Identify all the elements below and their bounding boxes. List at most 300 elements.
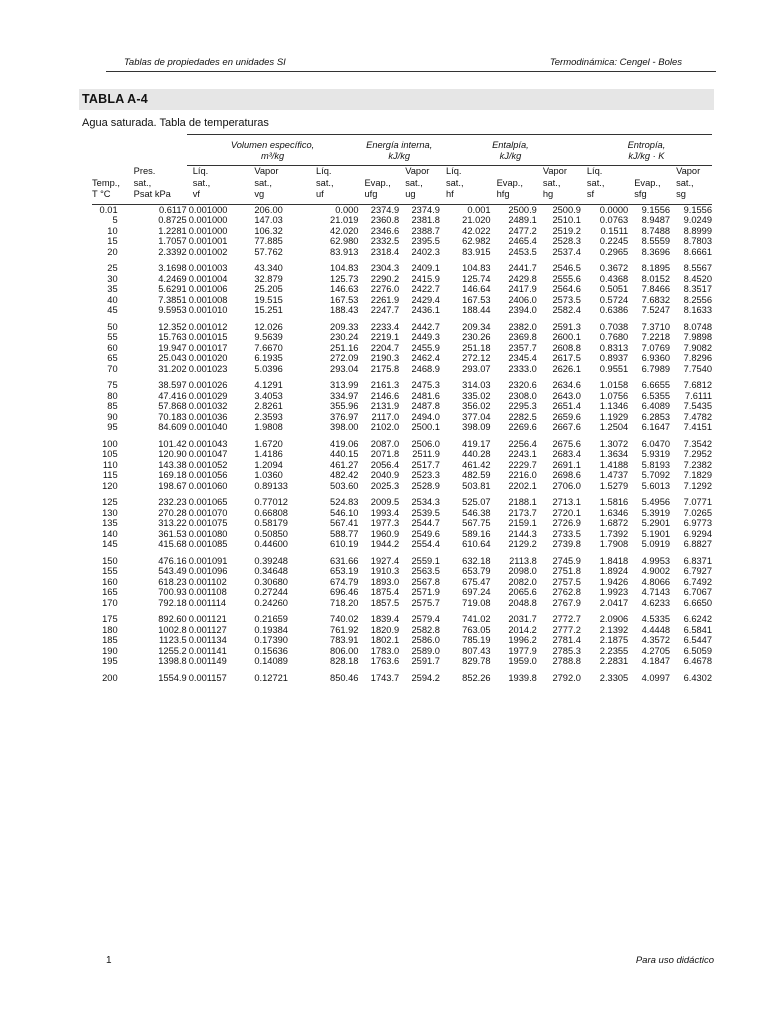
table-cell: 2591.3 [552,321,581,332]
group-title-row [92,135,712,152]
table-cell: 251.18 [462,342,491,353]
column-header-cell: sat., [445,177,464,188]
table-cell: 7.6670 [254,342,283,353]
table-cell: 761.92 [330,624,359,635]
table-cell: 0.001003 [188,263,228,273]
table-cell: 0.001121 [188,614,227,624]
table-cell: 0.001023 [188,363,228,374]
table-cell: 32.879 [254,273,283,284]
table-row [92,481,712,492]
table-cell: 2082.0 [508,576,537,587]
table-cell: 2659.6 [552,411,581,422]
table-cell: 6.7492 [683,576,712,587]
group-title-entropy: Entropía, [581,135,712,152]
table-cell: 6.8827 [683,539,712,549]
table-cell: 155 [102,566,118,576]
table-cell: 0.9551 [599,363,629,374]
column-header-cell: ug [399,189,440,204]
table-cell: 2117.0 [371,411,400,422]
table-cell: 1977.9 [508,645,537,656]
table-cell: 2429.4 [411,294,440,305]
table-cell: 7.6111 [684,390,712,401]
table-cell: 7.3710 [641,321,671,332]
column-header-cell: sf [581,189,628,204]
table-cell: 0.001052 [188,459,228,470]
table-cell: 1763.6 [370,656,400,666]
table-cell: 482.42 [330,470,359,480]
table-cell: 4.9953 [641,555,671,566]
table-cell: 1893.0 [370,576,400,587]
table-cell: 0.5051 [599,284,629,294]
table-cell: 5.7092 [641,470,671,480]
table-cell: 1.0158 [599,380,629,390]
table-cell: 376.97 [330,411,359,422]
table-cell: 2204.7 [370,342,400,353]
table-cell: 0.001085 [188,539,228,549]
table-cell: 1857.5 [370,597,400,608]
table-cell: 8.1895 [641,263,671,273]
table-cell: 6.6650 [683,597,712,608]
table-cell: 20 [107,246,118,257]
table-cell: 719.08 [462,597,491,608]
table-cell: 0.001043 [188,438,228,449]
table-cell: 167.53 [330,294,359,305]
table-cell: 1.7057 [158,236,187,246]
table-cell: 115 [102,470,118,480]
page-header-right: Termodinámica: Cengel - Boles [549,57,682,68]
table-cell: 2071.8 [370,449,400,459]
table-cell: 77.885 [254,236,283,246]
table-cell: 1002.8 [158,624,187,635]
table-cell: 251.16 [330,342,359,353]
table-cell: 2643.0 [552,390,581,401]
column-header-cell: vg [248,189,310,204]
table-cell: 741.02 [462,614,491,624]
table-cell: 7.8296 [683,353,712,363]
table-cell: 1123.5 [158,635,187,645]
table-cell: 125.73 [330,273,359,284]
header-rule [106,71,716,72]
table-cell: 419.06 [330,438,359,449]
table-cell: 5.0919 [641,539,671,549]
table-cell: 21.019 [330,215,359,225]
table-cell: 2751.8 [552,566,581,576]
table-cell: 1.8418 [599,555,629,566]
table-cell: 806.00 [330,645,359,656]
table-cell: 525.07 [462,497,491,507]
table-cell: 2600.1 [552,332,581,342]
table-row [92,247,712,258]
table-cell: 21.020 [462,215,491,225]
table-cell: 2436.1 [411,305,440,315]
table-cell: 84.609 [158,422,187,432]
table-cell: 2733.5 [552,528,581,539]
table-cell: 2713.1 [552,497,581,507]
table-cell: 230.26 [462,332,491,342]
table-cell: 2415.9 [411,273,440,284]
column-header-cell: sat., [254,177,272,188]
table-cell: 3.1698 [158,263,187,273]
column-header-cell: ufg [358,189,399,204]
table-cell: 6.6242 [683,614,712,624]
table-cell: 1743.7 [370,672,400,683]
saturated-water-table [92,134,712,683]
table-cell: 5.8193 [641,459,671,470]
table-cell: 7.0771 [683,497,712,507]
table-cell: 355.96 [330,401,359,411]
table-title-band [79,89,714,110]
table-cell: 2528.9 [411,480,440,491]
table-cell: 632.18 [462,555,491,566]
table-cell: 57.762 [254,246,283,257]
table-cell: 185 [102,635,118,645]
table-cell: 631.66 [330,555,359,566]
table-cell: 70 [107,363,118,374]
table-cell: 1.4188 [599,459,629,470]
table-cell: 6.1935 [254,353,283,363]
table-cell: 792.18 [158,597,187,608]
table-cell: 175 [102,614,118,624]
table-cell: 2500.9 [508,204,537,215]
table-cell: 1.3634 [599,449,629,459]
table-row [92,625,712,636]
table-cell: 0.50850 [254,528,288,539]
table-cell: 3.4053 [254,390,283,401]
table-cell: 42.020 [330,225,359,236]
table-cell: 2290.2 [370,273,400,284]
table-cell: 4.1847 [641,656,671,666]
table-cell: 1.8924 [599,566,629,576]
table-cell: 0.3672 [599,263,629,273]
table-cell: 2489.1 [508,215,537,225]
table-id: TABLA A-4 [82,92,148,106]
column-header-cell: Pres. [133,165,156,176]
table-cell: 0.001108 [188,587,227,597]
table-cell: 783.91 [330,635,359,645]
table-cell: 7.1292 [683,480,712,491]
table-cell: 2767.9 [552,597,581,608]
table-row [92,284,712,295]
column-header-cell: Líq. [586,166,603,176]
table-row [92,656,712,667]
table-cell: 75 [107,380,118,390]
table-cell: 2567.8 [411,576,440,587]
table-cell: 850.46 [330,672,359,683]
table-cell: 653.19 [330,566,359,576]
footer-note: Para uso didáctico [635,955,714,966]
table-cell: 2785.3 [552,645,581,656]
table-cell: 83.913 [330,246,359,257]
column-header-cell: Psat kPa [132,189,187,204]
table-row [92,332,712,343]
table-cell: 57.868 [158,401,187,411]
table-cell: 7.4151 [683,422,712,432]
column-header-cell: hfg [491,189,537,204]
table-cell: 43.340 [254,263,283,273]
table-cell: 9.5639 [254,332,283,342]
table-cell: 546.10 [330,507,359,518]
table-caption: Agua saturada. Tabla de temperaturas [82,117,269,129]
table-cell: 1.2504 [599,422,629,432]
table-cell: 167.53 [462,294,491,305]
table-cell: 1910.3 [370,566,400,576]
table-row [92,529,712,540]
table-cell: 2276.0 [370,284,400,294]
table-cell: 7.0265 [683,507,712,518]
table-cell: 2087.0 [370,438,400,449]
table-cell: 206.00 [254,204,283,215]
table-cell: 8.0748 [683,321,712,332]
table-cell: 398.00 [330,422,359,432]
table-cell: 2594.2 [411,672,440,683]
table-cell: 0.89133 [254,480,288,491]
column-header-cell: sfg [628,189,670,204]
table-cell: 2219.1 [370,332,400,342]
table-cell: 40 [107,294,118,305]
table-cell: 0.001026 [188,380,228,390]
table-cell: 461.27 [330,459,359,470]
table-cell: 2468.9 [411,363,440,374]
table-cell: 807.43 [462,645,491,656]
table-cell: 1820.9 [370,624,400,635]
table-cell: 6.4678 [683,656,712,666]
table-cell: 2382.0 [508,321,537,332]
table-cell: 785.19 [462,635,491,645]
table-cell: 0.001032 [188,401,228,411]
group-title-energy: Energía interna, [358,135,439,152]
table-row [92,539,712,550]
table-cell: 674.79 [330,576,359,587]
table-cell: 2261.9 [370,294,400,305]
group-units-volume: m³/kg [187,151,359,166]
table-cell: 146.63 [330,284,359,294]
table-cell: 2519.2 [552,225,581,236]
table-cell: 6.0470 [641,438,671,449]
table-cell: 2475.3 [411,380,440,390]
table-cell: 618.23 [158,576,187,587]
table-cell: 2781.4 [552,635,581,645]
table-cell: 2442.7 [411,321,440,332]
table-cell: 2698.6 [552,470,581,480]
table-cell: 503.60 [330,480,359,491]
table-cell: 7.3542 [683,438,712,449]
table-cell: 4.8066 [641,576,671,587]
table-cell: 4.2469 [158,273,187,284]
table-row [92,391,712,402]
table-cell: 2175.8 [370,363,400,374]
table-cell: 2014.2 [508,624,537,635]
table-cell: 2582.8 [411,624,440,635]
table-cell: 62.982 [462,236,491,246]
table-cell: 2144.3 [508,528,537,539]
table-cell: 567.75 [462,518,491,528]
table-row [92,508,712,519]
table-cell: 503.81 [462,480,491,491]
table-row [92,257,712,274]
table-cell: 828.18 [330,656,359,666]
table-cell: 6.8371 [683,555,712,566]
table-cell: 313.22 [158,518,187,528]
group-title-volume: Volumen específico, [187,135,359,152]
table-cell: 4.6233 [641,597,671,608]
table-cell: 377.04 [462,411,491,422]
table-cell: 5 [112,215,118,225]
table-cell: 8.1633 [683,305,712,315]
table-row [92,566,712,577]
table-cell: 2295.3 [508,401,537,411]
table-cell: 740.02 [330,614,359,624]
table-cell: 6.6655 [641,380,671,390]
table-cell: 7.9898 [683,332,712,342]
table-cell: 852.26 [462,672,491,683]
group-units-energy: kJ/kg [358,151,439,166]
table-cell: 55 [107,332,118,342]
table-cell: 356.02 [462,401,491,411]
table-cell: 0.12721 [254,672,288,683]
table-cell: 546.38 [462,507,491,518]
table-cell: 0.77012 [254,497,288,507]
column-header-cell: sat., [542,177,561,188]
table-cell: 4.5335 [641,614,671,624]
column-header-cell: Evap., [364,177,391,188]
table-cell: 440.28 [462,449,491,459]
table-cell: 2216.0 [508,470,537,480]
table-cell: 10 [107,225,118,236]
table-cell: 2500.1 [411,422,440,432]
table-cell: 2528.3 [552,236,581,246]
table-cell: 0.001004 [188,273,228,284]
table-cell: 461.42 [462,459,491,470]
table-cell: 2.2355 [599,645,629,656]
table-cell: 2651.4 [552,401,581,411]
table-cell: 1255.2 [158,645,187,656]
column-header-cell: Vapor [254,166,279,176]
table-cell: 0.001102 [188,576,227,587]
table-cell: 2792.0 [552,672,581,683]
table-cell: 829.78 [462,656,491,666]
table-cell: 2256.4 [508,438,537,449]
table-cell: 6.7067 [683,587,712,597]
table-cell: 0.14089 [254,656,288,666]
column-header-cell: Evap., [496,177,523,188]
table-cell: 0.15636 [254,645,288,656]
table-cell: 524.83 [330,497,359,507]
table-cell: 2537.4 [552,246,581,257]
table-cell: 1.3072 [599,438,629,449]
table-cell: 2269.6 [508,422,537,432]
table-cell: 2.8261 [254,401,283,411]
table-cell: 2.3593 [254,411,283,422]
table-cell: 7.5247 [641,305,671,315]
table-cell: 2304.3 [370,263,400,273]
table-cell: 0.001040 [188,422,228,432]
table-cell: 0.8725 [158,215,187,225]
table-cell: 4.3572 [641,635,671,645]
table-cell: 6.9360 [641,353,671,363]
table-cell: 95 [107,422,118,432]
table-cell: 0.17390 [254,635,288,645]
table-row [92,608,712,625]
table-cell: 7.8466 [641,284,671,294]
table-cell: 0.001008 [188,294,228,305]
column-header-cell: sg [670,189,712,204]
table-cell: 1.5816 [599,497,629,507]
table-cell: 0.001060 [188,480,228,491]
table-cell: 0.001015 [188,332,228,342]
table-cell: 0.001127 [188,624,227,635]
table-cell: 2559.1 [411,555,440,566]
table-cell: 4.9002 [641,566,671,576]
table-cell: 8.6661 [683,246,712,257]
column-header-cell: sat., [586,177,605,188]
table-cell: 543.49 [158,566,187,576]
table-cell: 70.183 [158,411,187,422]
table-cell: 50 [107,321,118,332]
table-cell: 25 [107,263,118,273]
table-cell: 7.6832 [641,294,671,305]
table-row [92,316,712,333]
table-cell: 293.04 [330,363,359,374]
table-cell: 2113.8 [509,555,537,566]
table-cell: 2040.9 [370,470,400,480]
table-cell: 0.001001 [188,236,228,246]
table-cell: 5.6013 [641,480,671,491]
table-cell: 160 [102,576,118,587]
table-cell: 0.6117 [158,204,187,215]
table-cell: 4.7143 [641,587,671,597]
table-cell: 2586.0 [411,635,440,645]
table-cell: 230.24 [330,332,359,342]
table-cell: 0.001096 [188,566,228,576]
table-cell: 125 [102,497,118,507]
table-cell: 2409.1 [411,263,440,273]
table-cell: 188.43 [330,305,359,315]
table-cell: 38.597 [158,380,187,390]
table-cell: 5.9319 [641,449,671,459]
table-cell: 2777.2 [552,624,581,635]
table-cell: 1554.9 [158,672,187,683]
table-cell: 2441.7 [508,263,537,273]
table-cell: 2675.6 [552,438,581,449]
table-cell: 2065.6 [508,587,537,597]
table-cell: 110 [102,459,118,470]
column-header-cell [358,166,399,178]
table-cell: 2406.0 [508,294,537,305]
table-cell: 2.0906 [599,614,629,624]
table-cell: 1.2281 [158,225,187,236]
table-cell: 30 [107,273,118,284]
table-cell: 2.1392 [599,624,629,635]
table-cell: 0.44600 [254,539,288,549]
table-row [92,343,712,354]
table-cell: 25.043 [158,353,187,363]
table-cell: 2159.1 [508,518,537,528]
table-cell: 314.03 [462,380,491,390]
table-row [92,215,712,226]
table-cell: 7.2382 [683,459,712,470]
table-row [92,646,712,657]
table-row [92,353,712,364]
table-cell: 1.5279 [599,480,629,491]
table-cell: 293.07 [462,363,491,374]
column-header-cell: Temp., [92,177,120,188]
table-cell: 62.980 [330,236,359,246]
table-cell: 0.001012 [188,321,228,332]
table-cell: 2546.5 [552,263,581,273]
column-header-cell: sat., [133,177,152,188]
column-header-cell: sat., [192,177,211,188]
table-cell: 2739.8 [552,539,581,549]
